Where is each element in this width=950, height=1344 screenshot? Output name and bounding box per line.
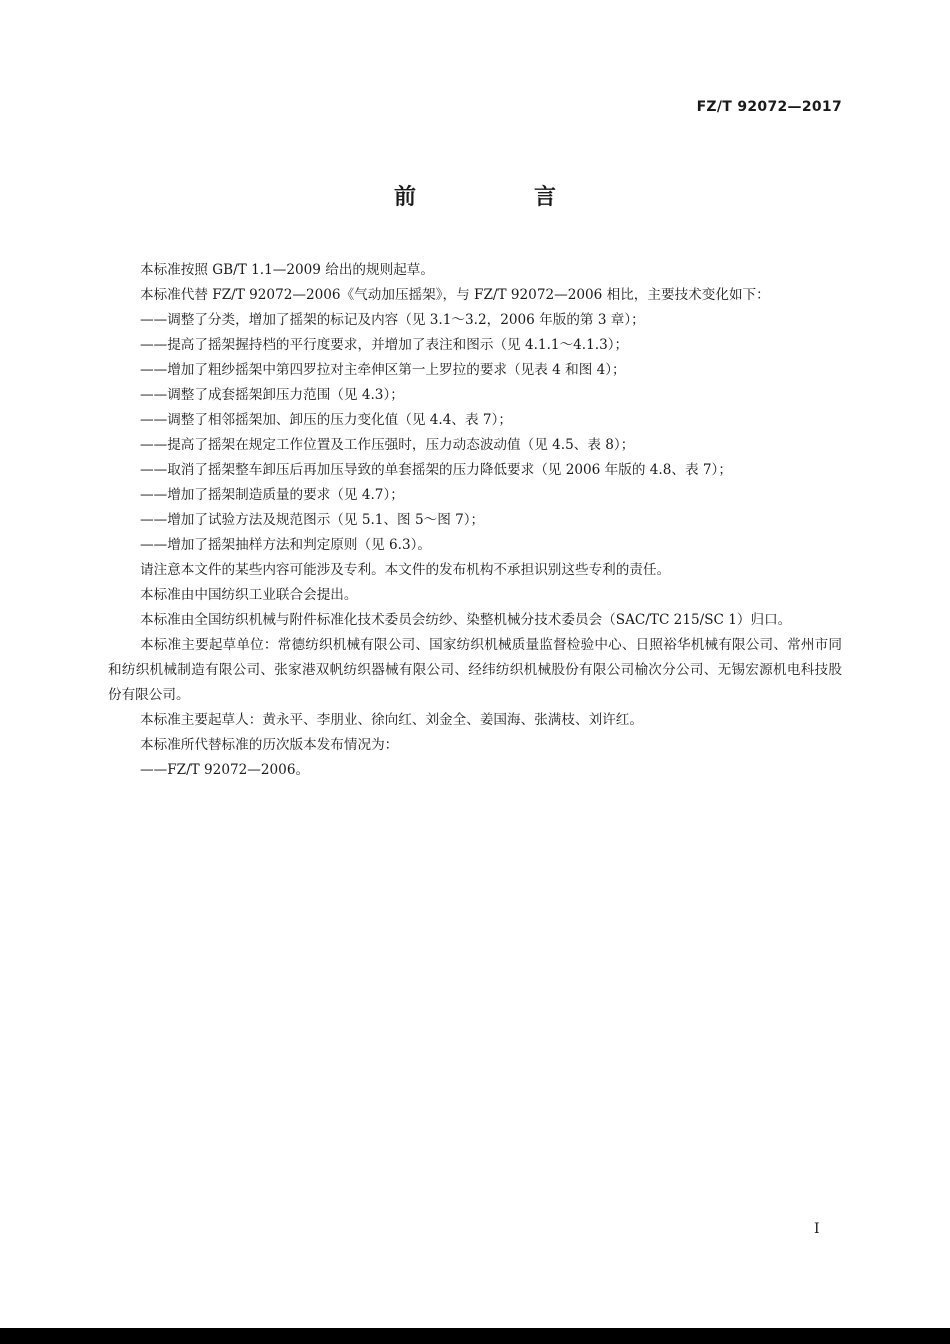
paragraph-replaces: 本标准代替 FZ/T 92072—2006《气动加压摇架》，与 FZ/T 92072—2006 相比，主要技术变化如下： xyxy=(140,287,770,303)
document-body xyxy=(108,258,842,783)
paragraph-history-intro: 本标准所代替标准的历次版本发布情况为： xyxy=(140,737,399,753)
bottom-border xyxy=(0,1328,950,1344)
list-item: ——增加了摇架制造质量的要求（见 4.7）； xyxy=(140,487,404,503)
list-item: ——增加了粗纱摇架中第四罗拉对主牵伸区第一上罗拉的要求（见表 4 和图 4）； xyxy=(140,362,626,378)
list-item: ——提高了摇架握持档的平行度要求，并增加了表注和图示（见 4.1.1～4.1.3）； xyxy=(140,337,629,353)
list-item: ——提高了摇架在规定工作位置及工作压强时，压力动态波动值（见 4.5、表 8）； xyxy=(140,437,635,453)
paragraph-drafting-units: 本标准主要起草单位：常德纺织机械有限公司、国家纺织机械质量监督检验中心、日照裕华机械有限公司、常州市同和纺织机械制造有限公司、张家港双帆纺织器械有限公司、经纬纺织机械股份有限公司榆次分公司、无锡宏源机电科技股份有限公司。 xyxy=(108,637,842,703)
page-number: I xyxy=(814,1221,820,1237)
paragraph-drafters: 本标准主要起草人：黄永平、李朋业、徐向红、刘金全、姜国海、张满枝、刘许红。 xyxy=(140,712,643,728)
paragraph-proposed-by: 本标准由中国纺织工业联合会提出。 xyxy=(140,587,358,603)
page-title: 前 言 xyxy=(393,185,604,210)
list-item: ——调整了分类，增加了摇架的标记及内容（见 3.1～3.2，2006 年版的第 3 章）； xyxy=(140,312,645,328)
history-item: ——FZ/T 92072—2006。 xyxy=(140,762,310,778)
list-item: ——增加了摇架抽样方法和判定原则（见 6.3）。 xyxy=(140,537,432,553)
list-item: ——取消了摇架整车卸压后再加压导致的单套摇架的压力降低要求（见 2006 年版的 4.8、表 7）； xyxy=(140,462,732,478)
paragraph-drafting-rules: 本标准按照 GB/T 1.1—2009 给出的规则起草。 xyxy=(140,262,434,278)
list-item: ——增加了试验方法及规范图示（见 5.1、图 5～图 7）； xyxy=(140,512,485,528)
list-item: ——调整了成套摇架卸压力范围（见 4.3）； xyxy=(140,387,404,403)
standard-number: FZ/T 92072—2017 xyxy=(696,99,842,115)
list-item: ——调整了相邻摇架加、卸压的压力变化值（见 4.4、表 7）； xyxy=(140,412,512,428)
paragraph-administered-by: 本标准由全国纺织机械与附件标准化技术委员会纺纱、染整机械分技术委员会（SAC/TC 215/SC 1）归口。 xyxy=(140,612,792,628)
paragraph-patent-notice: 请注意本文件的某些内容可能涉及专利。本文件的发布机构不承担识别这些专利的责任。 xyxy=(140,562,671,578)
